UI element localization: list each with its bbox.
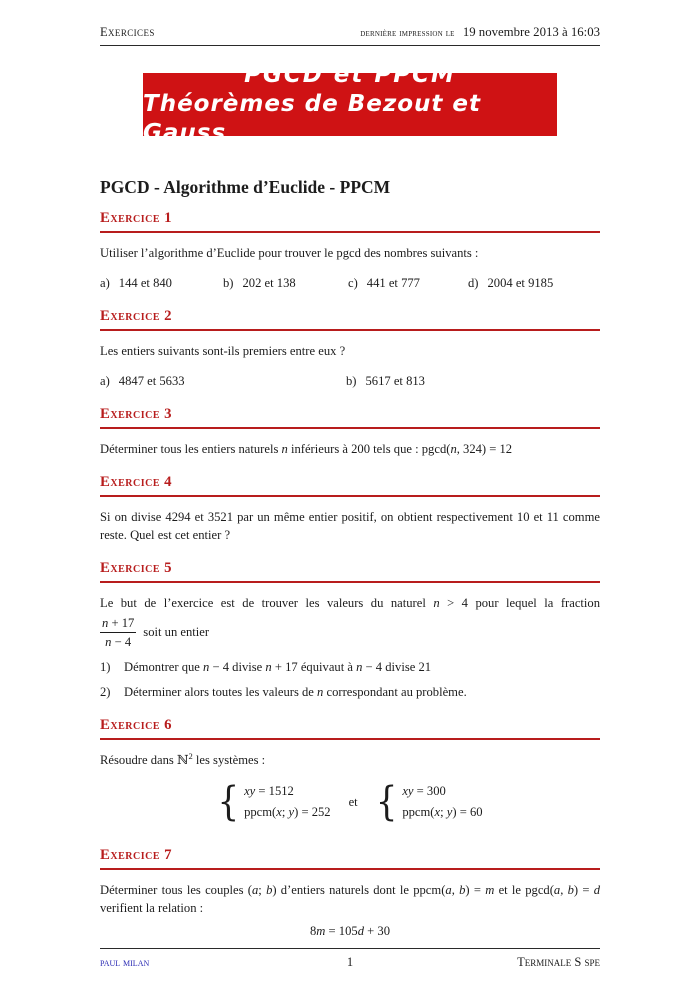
exercise-5-fraction-line	[100, 614, 600, 651]
list-item: a) 144 et 840	[100, 276, 172, 290]
exercise-2-heading: Exercice 2	[100, 308, 173, 324]
exercise-7-body: Déterminer tous les couples (a; b) d’entiers naturels dont le ppcm(a, b) = m et le pgcd(a, b) = d verifient la relation :	[100, 883, 601, 915]
header-print-date: 19 novembre 2013 à 16:03	[462, 25, 600, 39]
systems-connector: et	[348, 795, 358, 809]
fraction-after-text: soit un entier	[143, 625, 210, 639]
header-print-info	[360, 25, 600, 40]
exercise-3-body: Déterminer tous les entiers naturels n inférieurs à 200 tels que : pgcd(n, 324) = 12	[100, 442, 513, 456]
exercise-1-rule	[100, 231, 600, 233]
exercise-7-rule	[100, 868, 600, 870]
system-1-line-2: ppcm(x; y) = 252	[244, 805, 331, 819]
exercise-5-rule	[100, 581, 600, 583]
fraction-numerator: n + 17	[102, 616, 135, 630]
fraction-denominator: n − 4	[100, 632, 136, 651]
system-2-line-1: xy = 300	[402, 784, 446, 798]
list-item: b) 202 et 138	[223, 276, 296, 290]
section-title: PGCD - Algorithme d’Euclide - PPCM	[100, 177, 391, 197]
exercise-6-heading: Exercice 6	[100, 717, 173, 733]
banner-title-line2: Théorèmes de Bezout et Gauss	[143, 91, 482, 146]
list-item: d) 2004 et 9185	[468, 276, 554, 290]
system-1-line-1: xy = 1512	[244, 784, 294, 798]
footer-class-level: Terminale S spe	[517, 955, 600, 969]
list-item: c) 441 et 777	[348, 276, 420, 290]
left-brace-glyph: {	[375, 778, 398, 826]
header-doc-type: Exercices	[100, 25, 155, 39]
exercise-4-body: Si on divise 4294 et 3521 par un même entier positif, on obtient respectivement 10 et 11 comme reste. Quel est cet entier ?	[100, 510, 600, 542]
exercise-6-intro: Résoudre dans ℕ$^2$ les systèmes :	[100, 750, 266, 767]
header-print-label: dernière impression le	[360, 28, 455, 39]
title-banner	[143, 62, 557, 146]
exercise-2-items	[100, 372, 600, 390]
exercise-1-intro: Utiliser l’algorithme d’Euclide pour trouver le pgcd des nombres suivants :	[100, 246, 479, 260]
exercise-3-heading: Exercice 3	[100, 406, 173, 422]
exercise-4-heading: Exercice 4	[100, 474, 173, 490]
page-header	[100, 25, 600, 46]
exercise-2-rule	[100, 329, 600, 331]
exercise-4-rule	[100, 495, 600, 497]
exercise-3-rule	[100, 427, 600, 429]
equation-system-2	[375, 778, 483, 826]
exercise-5-intro: Le but de l’exercice est de trouver les valeurs du naturel n > 4 pour lequel la fraction	[100, 596, 600, 610]
exercise-1-heading: Exercice 1	[100, 210, 173, 226]
exercise-1-items	[100, 274, 600, 292]
exercise-6-rule	[100, 738, 600, 740]
equation-system-1	[217, 778, 331, 826]
exercise-5-heading: Exercice 5	[100, 560, 173, 576]
page-number: 1	[346, 955, 354, 969]
page-footer	[100, 948, 600, 970]
exercise-7-equation: 8m = 105d + 30	[310, 924, 390, 938]
exercise-2-intro: Les entiers suivants sont-ils premiers entre eux ?	[100, 344, 346, 358]
left-brace-glyph: {	[217, 778, 240, 826]
list-item: b) 5617 et 813	[346, 374, 425, 388]
fraction	[100, 614, 136, 651]
exercise-7-heading: Exercice 7	[100, 847, 173, 863]
system-2-line-2: ppcm(x; y) = 60	[402, 805, 483, 819]
exercise-5-question-1: 1) Démontrer que n − 4 divise n + 17 équivaut à n − 4 divise 21	[100, 660, 432, 674]
banner-title-line1: PGCD et PPCM	[244, 62, 456, 88]
exercise-6-systems	[100, 778, 600, 826]
exercise-5-question-2: 2) Déterminer alors toutes les valeurs de n correspondant au problème.	[100, 685, 467, 699]
list-item: a) 4847 et 5633	[100, 374, 185, 388]
footer-author: paul milan	[100, 957, 150, 969]
